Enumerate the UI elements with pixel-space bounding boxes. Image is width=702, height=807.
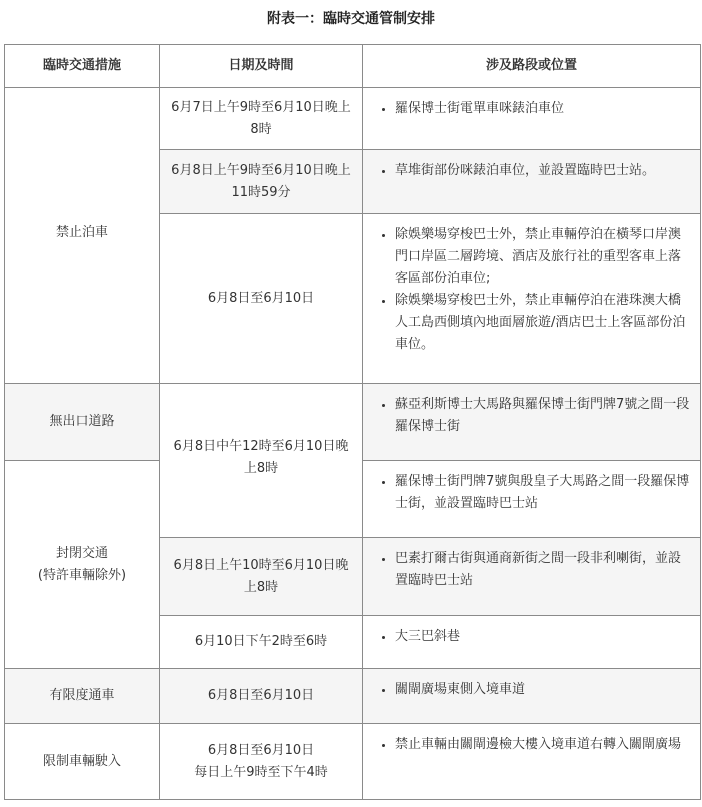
header-time: 日期及時間	[160, 45, 363, 88]
header-measure: 臨時交通措施	[5, 45, 160, 88]
time-cell	[160, 724, 363, 800]
page-title: 附表一：臨時交通管制安排	[267, 11, 435, 27]
location-cell	[363, 214, 701, 384]
measure-restricted: 限制車輛駛入	[5, 724, 160, 800]
table-row	[5, 88, 701, 150]
time-line: 6月8日至6月10日	[207, 742, 315, 758]
location-cell	[363, 150, 701, 214]
table-header-row	[5, 45, 701, 88]
location-cell	[363, 669, 701, 724]
list-item: • 巴素打爾古街與通商新街之間一段非利喇街，並設置臨時巴士站	[395, 548, 690, 592]
table-row	[5, 384, 701, 461]
time-cell: 6月8日上午9時至6月10日晚上11時59分	[160, 150, 363, 214]
location-cell	[363, 538, 701, 616]
list-item: • 羅保博士街門牌7號與殷皇子大馬路之間一段羅保博士街，並設置臨時巴士站	[395, 471, 690, 515]
location-cell	[363, 88, 701, 150]
list-item: • 關閘廣場東側入境車道	[395, 679, 690, 701]
time-line: 每日上午9時至下午4時	[194, 764, 328, 780]
time-cell: 6月8日至6月10日	[160, 214, 363, 384]
time-cell: 6月8日上午10時至6月10日晚上8時	[160, 538, 363, 616]
time-cell: 6月10日下午2時至6時	[160, 616, 363, 669]
list-item: • 除娛樂場穿梭巴士外，禁止車輛停泊在橫琴口岸澳門口岸區二層跨境、酒店及旅行社的重型客車上落客區部份泊車位;	[395, 224, 690, 290]
measure-limited: 有限度通車	[5, 669, 160, 724]
measure-closed-label: 封閉交通	[55, 546, 108, 561]
time-cell: 6月8日至6月10日	[160, 669, 363, 724]
table-row	[5, 724, 701, 800]
list-item: • 大三巴斜巷	[395, 626, 690, 648]
list-item: • 蘇亞利斯博士大馬路與羅保博士街門牌7號之間一段羅保博士街	[395, 394, 690, 438]
traffic-control-table	[4, 44, 701, 800]
location-cell	[363, 461, 701, 538]
list-item: • 除娛樂場穿梭巴士外，禁止車輛停泊在港珠澳大橋人工島西側填內地面層旅遊/酒店巴士上客區部份泊車位。	[395, 290, 690, 356]
time-cell: 6月7日上午9時至6月10日晚上8時	[160, 88, 363, 150]
measure-closed	[5, 461, 160, 669]
location-cell	[363, 384, 701, 461]
list-item: • 禁止車輛由關閘邊檢大樓入境車道右轉入關閘廣場	[395, 734, 690, 756]
list-item: • 羅保博士街電單車咪錶泊車位	[395, 98, 690, 120]
location-cell	[363, 724, 701, 800]
header-location: 涉及路段或位置	[363, 45, 701, 88]
list-item: • 草堆街部份咪錶泊車位，並設置臨時巴士站。	[395, 160, 690, 182]
location-cell	[363, 616, 701, 669]
time-cell: 6月8日中午12時至6月10日晚上8時	[160, 384, 363, 538]
table-row	[5, 669, 701, 724]
measure-no-parking: 禁止泊車	[5, 88, 160, 384]
measure-no-exit: 無出口道路	[5, 384, 160, 461]
measure-closed-note: (特許車輛除外)	[37, 568, 127, 583]
